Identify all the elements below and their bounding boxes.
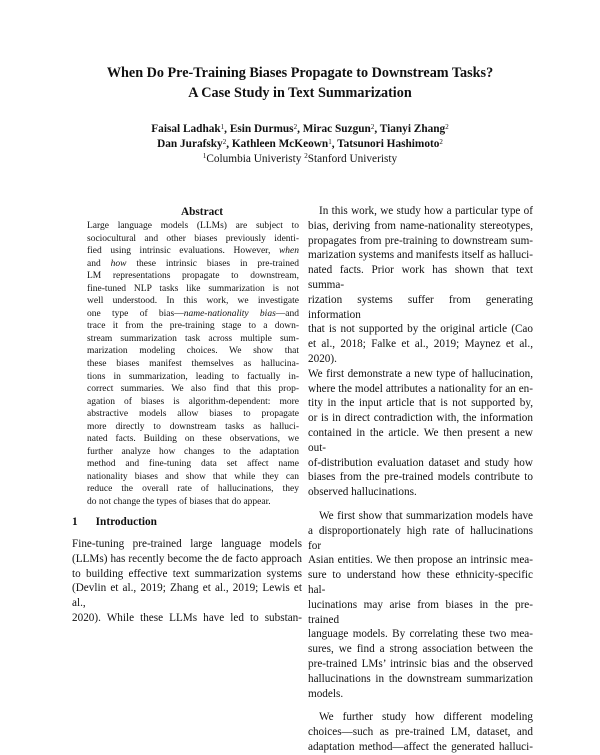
text-line: We first show that summarization models have [319, 509, 533, 522]
affil-sup-2: 2 [304, 152, 308, 160]
text-line: lucinations may arise from biases in the pre-trained [308, 598, 533, 626]
text-line: et al., 2018; Falke et al., 2019; Maynez et al., 2020). [308, 338, 533, 365]
text-line: hallucinations in the downstream summarization [308, 672, 533, 685]
text-line: We first demonstrate a new type of hallucination, [308, 367, 533, 380]
author-sup: 1 [220, 123, 225, 131]
text-line: these biases manifest themselves as hallucina- [87, 359, 299, 370]
author-name: Dan Jurafsky [157, 138, 223, 150]
text-line: rization systems suffer from generating information [308, 293, 533, 321]
text-line: further analyze how changes to the adaptation [87, 446, 299, 457]
text-line: abstractive models allow biases to propagate [87, 409, 299, 420]
text-line: In this work, we study how a particular type of [319, 205, 533, 217]
author-sup: 2 [445, 123, 449, 131]
title-line-2: A Case Study in Text Summarization [188, 85, 412, 101]
affiliation-2: Stanford Univeristy [307, 153, 398, 165]
author-name: Tianyi Zhang [379, 123, 446, 135]
text-line: adaptation method—affect the generated halluci- [308, 740, 533, 753]
text-line: sures, we find a strong association between the [308, 643, 533, 656]
text-line: correct summaries. We also find that this prop- [87, 384, 299, 395]
author-sup: 2 [293, 123, 298, 131]
affiliation-1: Columbia Univeristy [206, 153, 302, 165]
text-line: tions in summarization, leading to factually in- [87, 371, 299, 382]
text-line: (Devlin et al., 2019; Zhang et al., 2019; Lewis et al., [72, 582, 302, 610]
text-line: more directly to downstream tasks as halluci- [87, 421, 299, 432]
text-line: biases from the pre-trained models contribute to [308, 471, 533, 484]
text-line: propagates from pre-training to downstream sum- [308, 234, 533, 247]
text-line: (LLMs) has recently become the de facto approach [72, 552, 302, 565]
paragraph [308, 509, 533, 701]
author-name: Faisal Ladhak [151, 123, 221, 135]
paragraph-gap [308, 701, 533, 710]
text-line: observed hallucinations. [308, 486, 417, 499]
paragraph [308, 710, 533, 754]
text-line: sure to understand how these ethnicity-specific hal- [308, 569, 533, 596]
text-line: method and fine-tuning data set affect name [87, 459, 299, 470]
text-line: where the model attributes a nationality for an en- [308, 382, 533, 395]
title-line-1: When Do Pre-Training Biases Propagate to Downstream Tasks? [106, 65, 494, 81]
author-sup: 2 [222, 138, 227, 146]
intro-body [72, 537, 302, 626]
text-line: that is not supported by the original article (Cao [308, 323, 533, 336]
text-line: models. [308, 687, 344, 700]
text-line: a disproportionately high rate of hallucinations for [308, 524, 533, 552]
text-line: Asian entities. We then propose an intrinsic mea- [308, 554, 533, 567]
author-list [0, 122, 600, 152]
paper-title [0, 63, 600, 103]
paragraph-gap [308, 500, 533, 509]
text-line: choices—such as pre-trained LM, dataset, and [308, 726, 533, 739]
abstract-heading: Abstract [180, 206, 224, 218]
author-sup: 1 [328, 138, 332, 146]
text-line: stream summarization task across multiple sum- [87, 333, 299, 344]
text-line: fine-tuned NLP tasks like summarization is not [87, 283, 299, 294]
author-name: Mirac Suzgun [302, 123, 371, 135]
text-line: LM representations propagate to downstream, [87, 271, 299, 282]
author-sup: 2 [370, 123, 375, 131]
text-line: sociocultural and other biases previously identi- [87, 233, 299, 244]
text-line: Fine-tuning pre-trained large language models [72, 538, 302, 550]
paragraph [308, 204, 533, 500]
text-line: to building effective text summarization systems [72, 567, 302, 580]
section-title: Introduction [95, 516, 157, 528]
text-line: pre-trained LMs’ intrinsic bias and the observed [308, 657, 533, 670]
affil-sup-1: 1 [202, 152, 207, 160]
section-heading [72, 516, 157, 528]
text-line: nationality biases and show that while they can [87, 471, 299, 482]
author-line-2: Dan Jurafsky$^2$, Kathleen McKeown$^1$, Tatsunori Hashimoto$^2$ [157, 138, 443, 150]
text-line: trace it from the pre-training stage to a down- [87, 321, 299, 332]
text-line: and how these intrinsic biases in pre-trained [87, 258, 299, 269]
text-line: do not change the types of biases that do appear. [87, 497, 271, 508]
right-column [308, 204, 533, 755]
text-line: or is in direct contradiction with, the information [308, 412, 533, 425]
text-line: well understood. In this work, we investigate [87, 296, 299, 307]
text-line: bias, deriving from name-nationality stereotypes, [308, 219, 533, 232]
text-line: nated facts. Building on these observations, we [87, 434, 299, 445]
author-sup: 2 [439, 138, 443, 146]
text-line: contained in the article. We then present a new out- [308, 426, 533, 454]
affiliations [0, 152, 600, 166]
text-line: We further study how different modeling [319, 711, 533, 724]
author-name: Tatsunori Hashimoto [337, 138, 440, 150]
text-line: of-distribution evaluation dataset and study how [308, 456, 533, 469]
text-line: one type of bias—name-nationality bias—and [87, 308, 299, 319]
text-line: nated facts. Prior work has shown that text summa- [308, 264, 533, 291]
text-line: Large language models (LLMs) are subject to [87, 221, 299, 231]
abstract-body [87, 220, 299, 509]
text-line: language models. By correlating these two mea- [308, 628, 533, 641]
text-line: 2020). While these LLMs have led to substan- [72, 611, 302, 624]
author-line-1: Faisal Ladhak$^1$, Esin Durmus$^2$, Mirac Suzgun$^2$, Tianyi Zhang$^2$ [151, 123, 449, 135]
section-number: 1 [72, 516, 78, 528]
text-line: tity in the input article that is not supported by, [308, 397, 533, 410]
text-line: marization modeling choices. We show that [87, 346, 299, 357]
author-name: Kathleen McKeown [231, 138, 329, 150]
text-line: fied using intrinsic evaluations. However, when [87, 246, 299, 257]
text-line: marization systems and manifests itself as halluci- [308, 249, 533, 262]
text-line: reduce the overall rate of hallucinations, they [87, 484, 299, 495]
text-line: agation of biases is algorithm-dependent: more [87, 396, 299, 407]
author-name: Esin Durmus [229, 123, 294, 135]
